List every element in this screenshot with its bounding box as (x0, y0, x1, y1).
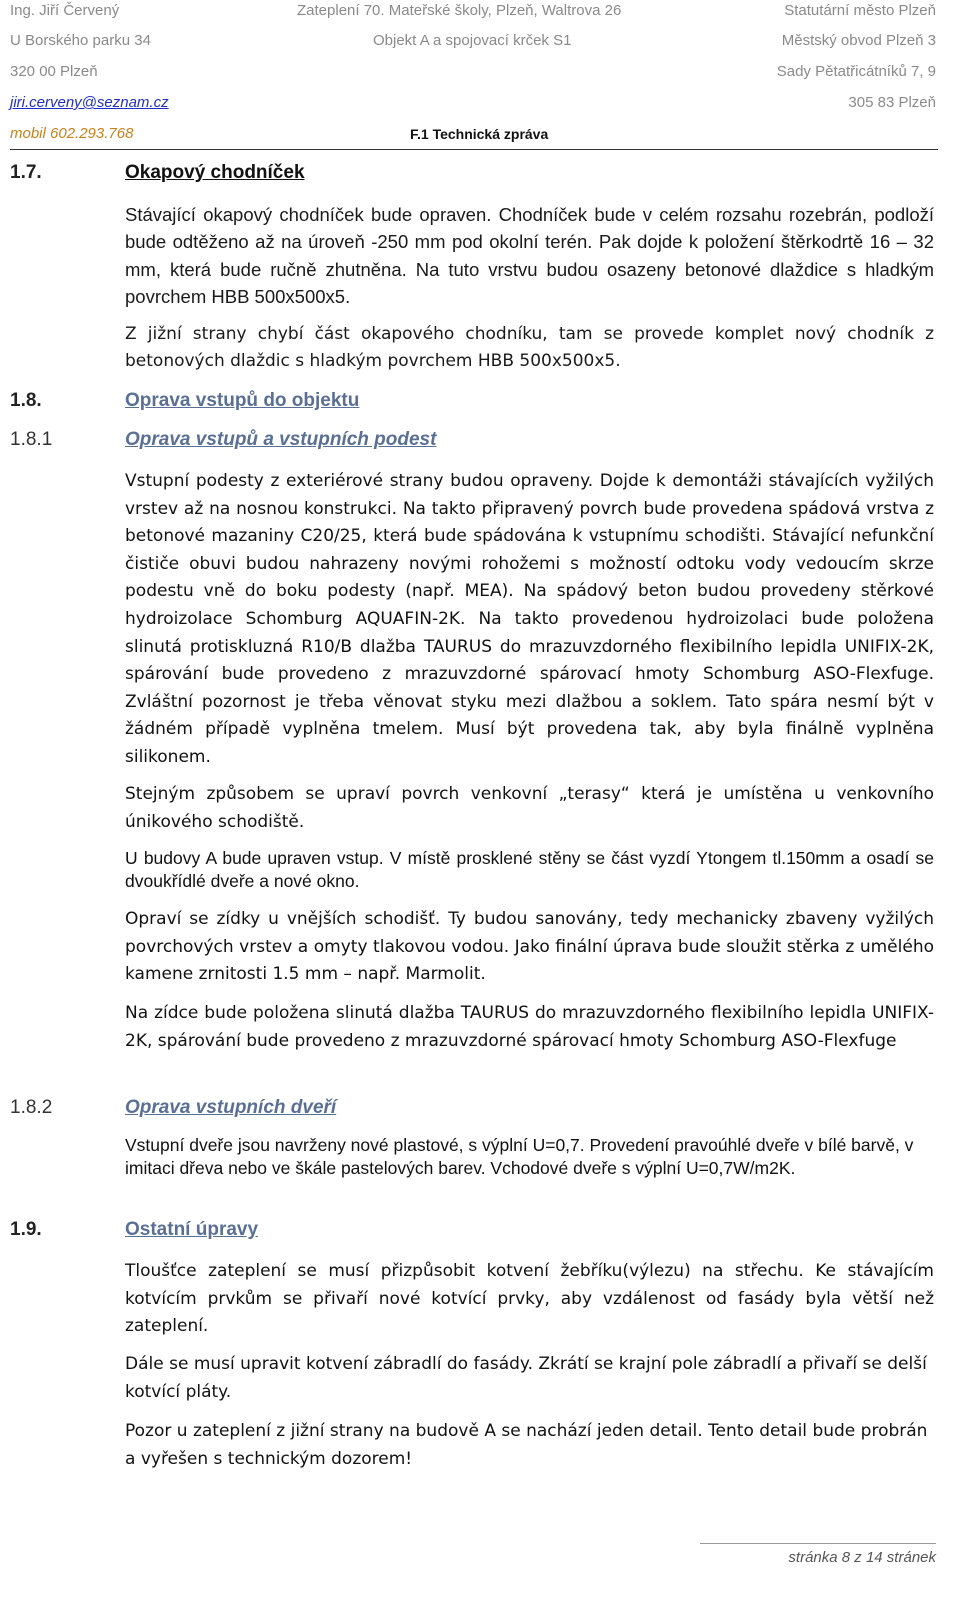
section-title: Oprava vstupních dveří (125, 1097, 337, 1118)
section-title: Oprava vstupů do objektu (125, 390, 360, 411)
paragraph: Na zídce bude položena slinutá dlažba TAURUS do mrazuvzdorného flexibilního lepidla UNIFIX-2K, spárování bude provedeno z mrazuvzdorné spárovací hmoty Schomburg ASO-Flexfuge (125, 1003, 934, 1051)
page-number: stránka 8 z 14 stránek (788, 1549, 936, 1566)
section-number: 1.8. (10, 390, 42, 411)
paragraph: Stávající okapový chodníček bude opraven. Chodníček bude v celém rozsahu rozebrán, podloží bude odtěženo až na úroveň -250 mm pod okolní terén. Pak dojde k položení štěrkodrtě 16 – 32 mm, která bude ručně zhutněna. Na tuto vrstvu budou osazeny betonové dlaždice s hladkým povrchem HBB 500x500x5. (125, 204, 934, 307)
section-number: 1.8.2 (10, 1097, 53, 1118)
author-city: 320 00 Plzeň (10, 63, 98, 80)
client-district: Městský obvod Plzeň 3 (781, 32, 936, 49)
project-title: Zateplení 70. Mateřské školy, Plzeň, Waltrova 26 (297, 2, 622, 19)
client-city: 305 83 Plzeň (848, 94, 936, 111)
paragraph: Z jižní strany chybí část okapového chodníku, tam se provede komplet nový chodník z betonových dlaždic s hladkým povrchem HBB 500x500x5. (125, 324, 934, 372)
header-divider (10, 149, 938, 150)
section-title: Okapový chodníček (125, 162, 305, 183)
section-title: Oprava vstupů a vstupních podest (125, 429, 437, 450)
project-object: Objekt A a spojovací krček S1 (373, 32, 572, 49)
section-number: 1.8.1 (10, 429, 53, 450)
author-name: Ing. Jiří Červený (10, 2, 120, 19)
author-mobile: mobil 602.293.768 (10, 125, 134, 142)
document-name: F.1 Technická zpráva (410, 126, 549, 142)
paragraph: Tloušťce zateplení se musí přizpůsobit kotvení žebříku(výlezu) na střechu. Ke stávajícím kotvícím prvkům se přivaří nové kotvící prvky, aby vzdálenost od fasády byla větší než zateplení. (125, 1261, 934, 1337)
client-name: Statutární město Plzeň (784, 2, 936, 19)
paragraph: Pozor u zateplení z jižní strany na budově A se nachází jeden detail. Tento detail bude probrán a vyřešen s technickým dozorem! (125, 1421, 928, 1469)
section-title: Ostatní úpravy (125, 1219, 259, 1240)
author-street: U Borského parku 34 (10, 32, 151, 49)
paragraph: Dále se musí upravit kotvení zábradlí do fasády. Zkrátí se krajní pole zábradlí a přivaří se delší kotvící pláty. (125, 1354, 927, 1402)
paragraph: U budovy A bude upraven vstup. V místě prosklené stěny se část vyzdí Ytongem tl.150mm a osadí se dvoukřídlé dveře a nové okno. (125, 848, 934, 891)
footer-divider (700, 1543, 936, 1544)
section-number: 1.9. (10, 1219, 42, 1240)
client-street: Sady Pětatřicátníků 7, 9 (776, 63, 936, 80)
section-number: 1.7. (10, 162, 42, 183)
paragraph: Opraví se zídky u vnějších schodišť. Ty budou sanovány, tedy mechanicky zbaveny vyžilých povrchových vrstev a omyty tlakovou vodou. Jako finální úprava bude sloužit stěrka z umělého kamene zrnitosti 1.5 mm – např. Marmolit. (125, 909, 934, 985)
paragraph: Vstupní dveře jsou navrženy nové plastové, s výplní U=0,7. Provedení pravoúhlé dveře v bílé barvě, v imitaci dřeva nebo ve škále pastelových barev. Vchodové dveře s výplní U=0,7W/m2K. (125, 1135, 914, 1178)
paragraph: Vstupní podesty z exteriérové strany budou opraveny. Dojde k demontáži stávajících vyžilých vrstev až na nosnou konstrukci. Na takto připravený povrch bude provedena spádová vrstva z betonové mazaniny C20/25, která bude spádována k vstupnímu schodišti. Stávající nefunkční čističe obuvi budou nahrazeny novými rohožemi s možností odtoku vody vedoucím skrze podestu vně do boku podesty (např. MEA). Na spádový beton budou provedeny stěrkové hydroizolace Schomburg AQUAFIN-2K. Na takto provedenou hydroizolaci bude položena slinutá protiskluzná R10/B dlažba TAURUS do mrazuvzdorného flexibilního lepidla UNIFIX-2K, spárování bude provedeno z mrazuvzdorné spárovací hmoty Schomburg ASO-Flexfuge. Zvláštní pozornost je třeba věnovat styku mezi dlažbou a soklem. Tato spára nesmí být v žádném případě vyplněna tmelem. Musí být provedena tak, aby byla finálně vyplněna silikonem. (125, 471, 934, 767)
paragraph: Stejným způsobem se upraví povrch venkovní „terasy“ která je umístěna u venkovního únikového schodiště. (125, 784, 934, 832)
author-email-link[interactable]: jiri.cerveny@seznam.cz (10, 94, 169, 111)
